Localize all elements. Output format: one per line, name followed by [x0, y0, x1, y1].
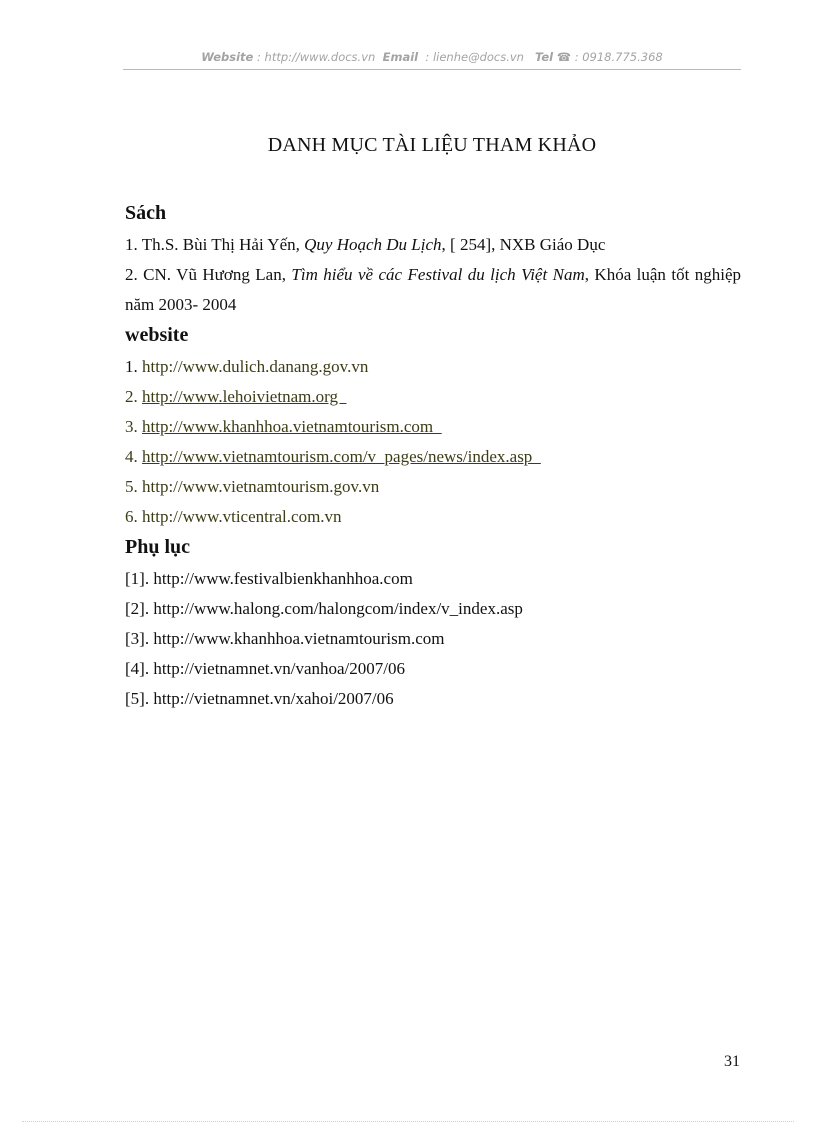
email-value[interactable]: lienhe@docs.vn — [432, 50, 524, 64]
tel-sep: : — [571, 50, 583, 64]
website-reference-6 — [125, 502, 741, 532]
website-heading: website — [125, 324, 189, 346]
website-6-num: 6. — [125, 507, 142, 526]
email-label: Email — [382, 50, 419, 64]
book-reference-1 — [125, 230, 741, 260]
website-5-link[interactable]: http://www.vietnamtourism.gov.vn — [142, 477, 380, 496]
website-4-num: 4. — [125, 447, 142, 466]
website-reference-2 — [125, 382, 741, 412]
website-reference-4 — [125, 442, 741, 472]
page-title: DANH MỤC TÀI LIỆU THAM KHẢO — [267, 134, 597, 156]
website-label: Website — [201, 50, 254, 64]
website-reference-5 — [125, 472, 741, 502]
books-heading: Sách — [125, 202, 167, 224]
header-divider — [123, 69, 741, 70]
website-3-num: 3. — [125, 417, 142, 436]
book-reference-2 — [125, 260, 741, 320]
book-1-suffix: , [ 254], NXB Giáo Dục — [441, 235, 606, 254]
reference-list — [125, 200, 741, 714]
page-number: 31 — [724, 1053, 740, 1070]
book-1-title-sep: , — [295, 235, 305, 254]
website-2-num: 2. — [125, 387, 142, 406]
website-reference-3 — [125, 412, 741, 442]
website-reference-1 — [125, 352, 741, 382]
tel-value: 0918.775.368 — [582, 50, 663, 64]
book-1-title: Quy Hoạch Du Lịch — [304, 235, 442, 254]
website-1-num: 1. — [125, 357, 142, 376]
website-6-link[interactable]: http://www.vticentral.com.vn — [142, 507, 342, 526]
website-4-link[interactable]: http://www.vietnamtourism.com/v_pages/news/index.asp — [142, 447, 541, 466]
website-3-link[interactable]: http://www.khanhhoa.vietnamtourism.com — [142, 417, 442, 436]
website-5-num: 5. — [125, 477, 142, 496]
page-header — [123, 50, 741, 64]
appendix-item-1: [1]. http://www.festivalbienkhanhhoa.com — [125, 569, 413, 588]
book-2-title: Tìm hiểu về các Festival du lịch Việt Nam — [291, 265, 585, 284]
appendix-item-3: [3]. http://www.khanhhoa.vietnamtourism.com — [125, 629, 445, 648]
appendix-heading: Phụ lục — [125, 536, 191, 558]
phone-icon: ☎ — [556, 50, 572, 64]
website-sep: : — [253, 50, 265, 64]
book-2-suffix: , Khóa luận tốt nghiệp năm 2003- 2004 — [125, 265, 742, 314]
book-2-prefix: 2. CN. Vũ Hương Lan, — [125, 265, 292, 284]
website-1-link[interactable]: http://www.dulich.danang.gov.vn — [142, 357, 369, 376]
website-url[interactable]: http://www.docs.vn — [264, 50, 376, 64]
tel-label: Tel — [534, 50, 554, 64]
website-2-link[interactable]: http://www.lehoivietnam.org — [142, 387, 347, 406]
page-bottom-divider — [22, 1121, 794, 1122]
appendix-item-4: [4]. http://vietnamnet.vn/vanhoa/2007/06 — [125, 659, 405, 678]
appendix-item-2: [2]. http://www.halong.com/halongcom/index/v_index.asp — [125, 599, 523, 618]
email-sep: : — [421, 50, 433, 64]
appendix-item-5: [5]. http://vietnamnet.vn/xahoi/2007/06 — [125, 689, 394, 708]
book-1-prefix: 1. Th.S. Bùi Thị Hải Yến — [125, 235, 296, 254]
